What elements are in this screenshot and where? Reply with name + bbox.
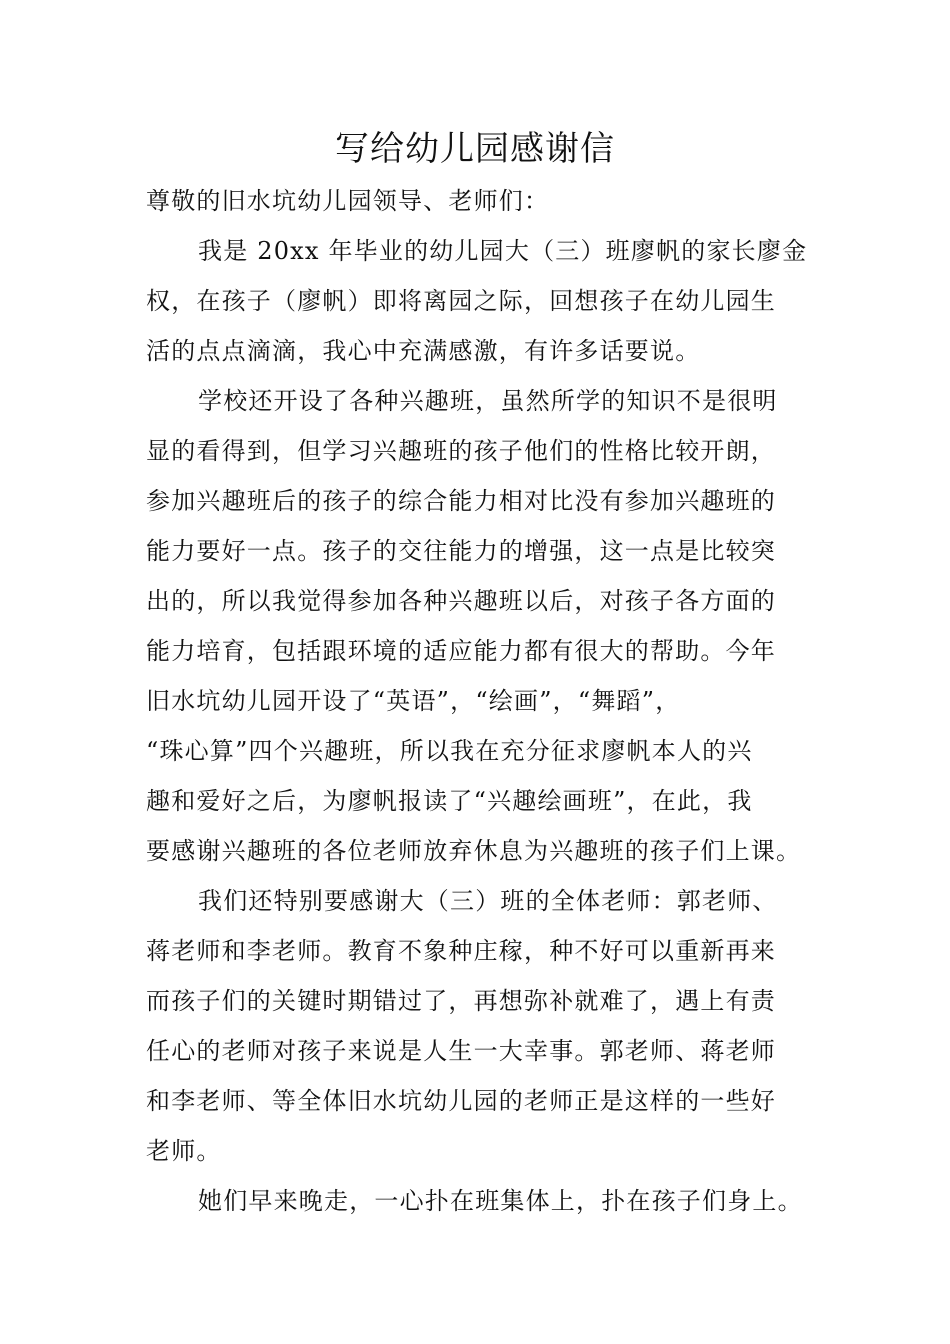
- paragraph-line: 能力培育，包括跟环境的适应能力都有很大的帮助。今年: [146, 637, 776, 665]
- letter-body: [146, 176, 814, 1226]
- paragraph-3: [146, 876, 814, 1176]
- document-title: 写给幼儿园感谢信: [335, 129, 615, 169]
- paragraph-line: 她们早来晚走，一心扑在班集体上，扑在孩子们身上。: [198, 1187, 803, 1215]
- paragraph-line: 老师。: [146, 1137, 222, 1165]
- paragraph-line: 我是 20xx 年毕业的幼儿园大（三）班廖帆的家长廖金: [198, 237, 808, 265]
- paragraph-line: 蒋老师和李老师。教育不象种庄稼，种不好可以重新再来: [146, 937, 776, 965]
- paragraph-line: “珠心算”四个兴趣班，所以我在充分征求廖帆本人的兴: [146, 737, 753, 765]
- paragraph-4: [146, 1176, 814, 1226]
- paragraph-line: 参加兴趣班后的孩子的综合能力相对比没有参加兴趣班的: [146, 487, 776, 515]
- paragraph-line: 活的点点滴滴，我心中充满感激，有许多话要说。: [146, 337, 701, 365]
- paragraph-1: [146, 226, 814, 376]
- salutation: 尊敬的旧水坑幼儿园领导、老师们：: [146, 187, 550, 215]
- paragraph-line: 要感谢兴趣班的各位老师放弃休息为兴趣班的孩子们上课。: [146, 837, 802, 865]
- paragraph-line: 旧水坑幼儿园开设了“英语”，“绘画”，“舞蹈”，: [146, 687, 681, 715]
- paragraph-line: 趣和爱好之后，为廖帆报读了“兴趣绘画班”，在此，我: [146, 787, 753, 815]
- paragraph-line: 显的看得到，但学习兴趣班的孩子他们的性格比较开朗，: [146, 437, 776, 465]
- paragraph-line: 学校还开设了各种兴趣班，虽然所学的知识不是很明: [198, 387, 778, 415]
- paragraph-line: 能力要好一点。孩子的交往能力的增强，这一点是比较突: [146, 537, 776, 565]
- paragraph-line: 而孩子们的关键时期错过了，再想弥补就难了，遇上有责: [146, 987, 776, 1015]
- paragraph-line: 出的，所以我觉得参加各种兴趣班以后，对孩子各方面的: [146, 587, 776, 615]
- paragraph-line: 任心的老师对孩子来说是人生一大幸事。郭老师、蒋老师: [146, 1037, 776, 1065]
- paragraph-2: [146, 376, 814, 876]
- paragraph-line: 和李老师、等全体旧水坑幼儿园的老师正是这样的一些好: [146, 1087, 776, 1115]
- paragraph-line: 我们还特别要感谢大（三）班的全体老师：郭老师、: [198, 887, 778, 915]
- paragraph-line: 权，在孩子（廖帆）即将离园之际，回想孩子在幼儿园生: [146, 287, 776, 315]
